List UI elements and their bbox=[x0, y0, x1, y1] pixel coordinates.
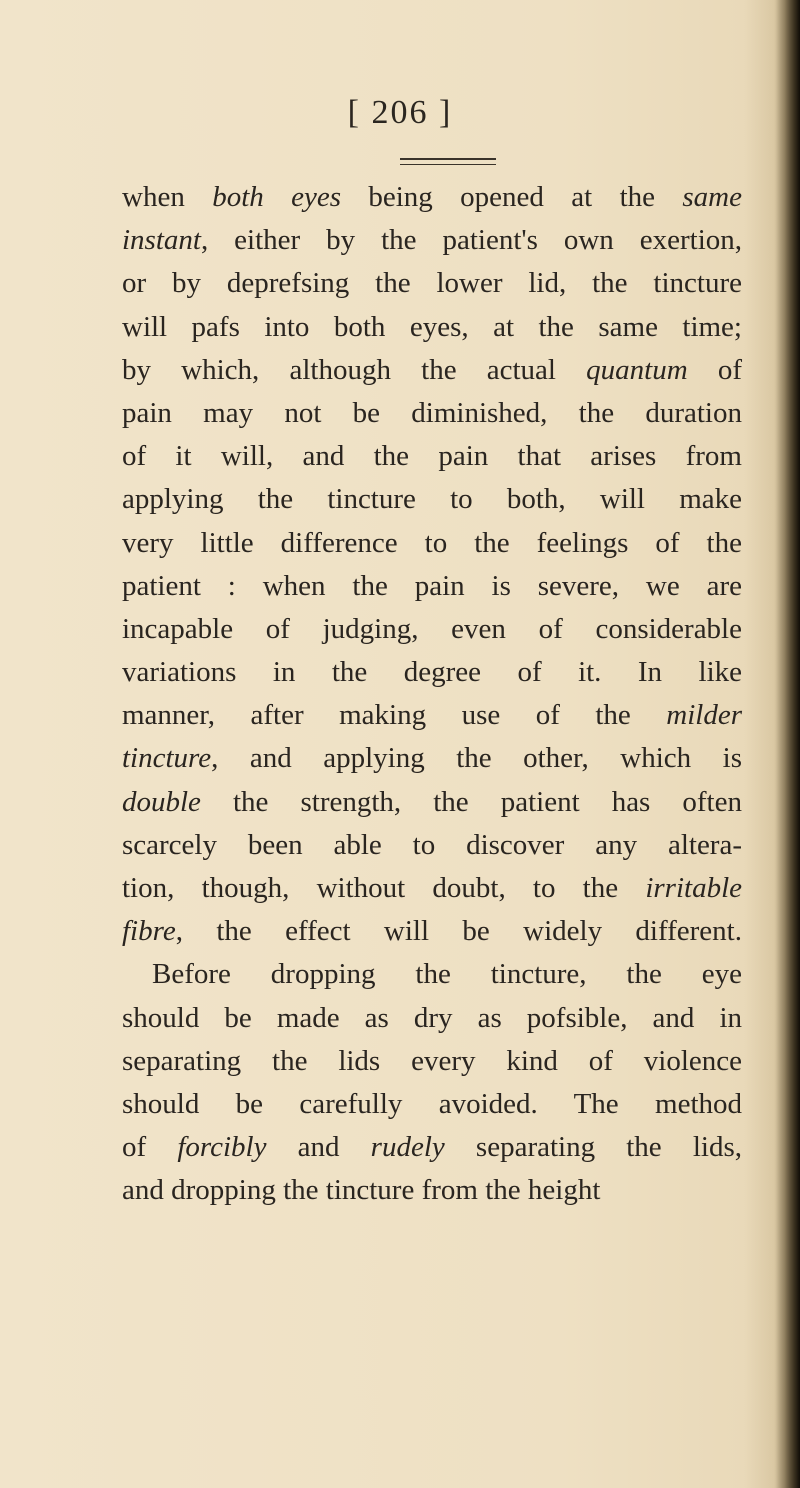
text-line bbox=[122, 262, 742, 305]
text-line bbox=[122, 737, 742, 780]
text-line bbox=[122, 1040, 742, 1083]
italic-text: both eyes bbox=[212, 181, 342, 213]
text-segment: when bbox=[122, 181, 213, 213]
text-segment: applying the tincture to both, will make bbox=[122, 483, 742, 516]
text-line bbox=[122, 1126, 742, 1169]
text-segment: Before dropping the tincture, the eye bbox=[152, 958, 742, 991]
page-edge-shadow bbox=[774, 0, 800, 1488]
italic-text: same bbox=[682, 181, 742, 213]
text-line bbox=[122, 781, 742, 824]
text-segment: of bbox=[122, 1131, 178, 1164]
text-segment: very little difference to the feelings of the bbox=[122, 526, 742, 559]
text-segment: the strength, the patient has often bbox=[200, 785, 742, 818]
text-segment: and bbox=[266, 1131, 371, 1164]
text-line bbox=[122, 565, 742, 608]
text-segment: will pafs into both eyes, at the same time; bbox=[122, 310, 742, 343]
text-segment: scarcely been able to discover any altera- bbox=[122, 828, 742, 861]
text-segment: and dropping the tincture from the height bbox=[122, 1174, 601, 1207]
text-segment: of bbox=[687, 353, 742, 386]
text-line bbox=[122, 824, 742, 867]
text-segment: should be made as dry as pofsible, and in bbox=[122, 1001, 742, 1034]
text-segment: being opened at the bbox=[341, 181, 683, 213]
text-line bbox=[122, 1083, 742, 1126]
italic-text: irritable bbox=[645, 872, 742, 904]
text-segment: separating the lids every kind of violence bbox=[122, 1044, 742, 1077]
text-segment: incapable of judging, even of considerable bbox=[122, 612, 742, 645]
text-segment: of it will, and the pain that arises from bbox=[122, 440, 742, 473]
text-segment: variations in the degree of it. In like bbox=[122, 656, 742, 689]
text-line bbox=[122, 1169, 742, 1212]
text-segment: tion, though, without doubt, to the bbox=[122, 872, 646, 904]
text-line bbox=[122, 953, 742, 996]
italic-text: fibre bbox=[122, 915, 176, 948]
text-line bbox=[122, 651, 742, 694]
text-line bbox=[122, 867, 742, 910]
text-segment: should be carefully avoided. The method bbox=[122, 1087, 742, 1120]
body-text bbox=[122, 176, 742, 1213]
italic-text: milder bbox=[666, 699, 742, 732]
text-segment: separating the lids, bbox=[444, 1131, 742, 1164]
text-line bbox=[122, 997, 742, 1040]
text-segment: pain may not be diminished, the duration bbox=[122, 396, 742, 429]
text-line bbox=[122, 392, 742, 435]
text-segment: or by deprefsing the lower lid, the tincture bbox=[122, 267, 742, 300]
italic-text: quantum bbox=[586, 353, 688, 386]
text-segment: , the effect will be widely different. bbox=[175, 915, 742, 948]
italic-text: rudely bbox=[370, 1131, 445, 1164]
text-line bbox=[122, 435, 742, 478]
text-segment: , and applying the other, which is bbox=[211, 742, 742, 775]
text-segment: by which, although the actual bbox=[122, 353, 587, 386]
text-line bbox=[122, 608, 742, 651]
italic-text: forcibly bbox=[177, 1131, 267, 1164]
text-line bbox=[122, 306, 742, 349]
text-line bbox=[122, 349, 742, 392]
text-line bbox=[122, 219, 742, 262]
italic-text: instant bbox=[122, 224, 201, 257]
text-line bbox=[122, 694, 742, 737]
text-line bbox=[122, 176, 742, 219]
text-line bbox=[122, 910, 742, 953]
text-segment: patient : when the pain is severe, we are bbox=[122, 569, 742, 602]
text-segment: manner, after making use of the bbox=[122, 699, 667, 732]
italic-text: double bbox=[122, 785, 201, 818]
text-line bbox=[122, 522, 742, 565]
text-segment: , either by the patient's own exertion, bbox=[200, 224, 742, 257]
header-rule bbox=[400, 158, 496, 165]
page-number: [ 206 ] bbox=[347, 94, 453, 131]
italic-text: tincture bbox=[122, 742, 212, 775]
text-line bbox=[122, 478, 742, 521]
